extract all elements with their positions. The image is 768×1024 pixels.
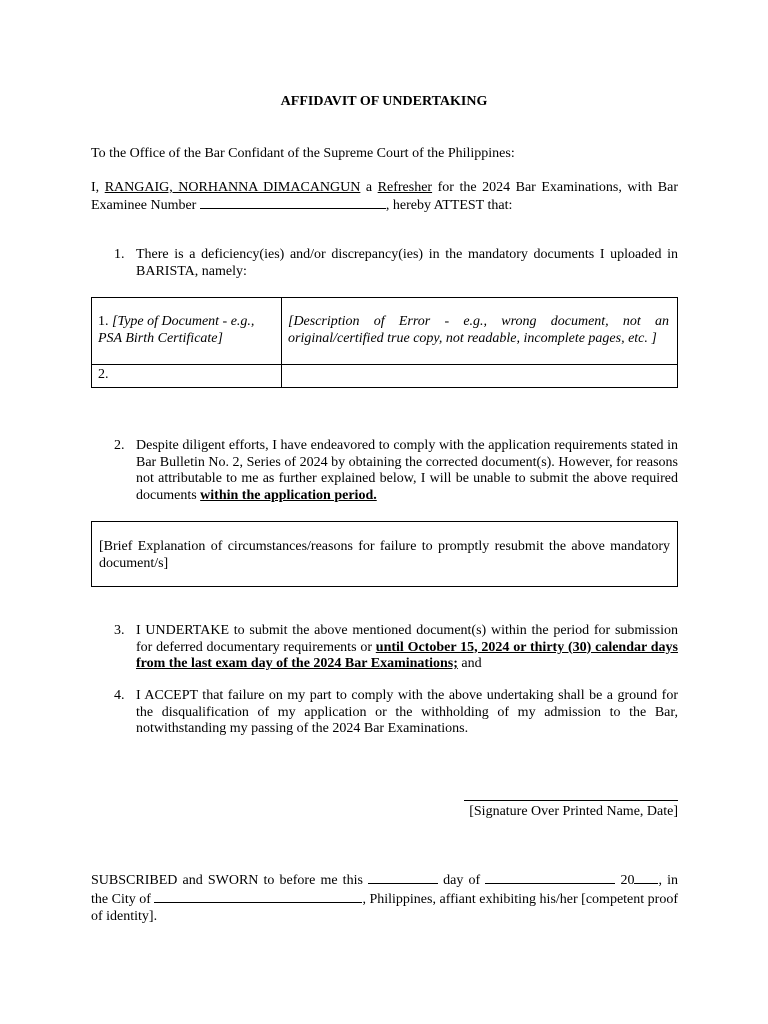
signature-line[interactable]: [464, 800, 678, 801]
explanation-box[interactable]: [Brief Explanation of circumstances/reasons for failure to promptly resubmit the above mandatory document/s]: [91, 521, 678, 587]
jurat-text: , Philippines, affiant exhibiting his/her [competent proof of identity].: [91, 891, 678, 924]
emphasis-text: within the application period.: [200, 487, 377, 503]
document-title: AFFIDAVIT OF UNDERTAKING: [280, 94, 488, 109]
list-text: There is a deficiency(ies) and/or discrepancy(ies) in the mandatory documents I uploaded in BARISTA, namely:: [136, 247, 678, 279]
document-type-placeholder: [Type of Document - e.g., PSA Birth Certificate]: [98, 314, 255, 346]
jurat-text: SUBSCRIBED and SWORN to before me this: [91, 873, 369, 888]
error-description-cell[interactable]: [Description of Error - e.g., wrong document, not an original/certified true copy, not readable, incomplete pages, etc. ]: [282, 298, 678, 365]
attest-text: a: [360, 180, 378, 195]
year-blank[interactable]: [634, 871, 658, 884]
list-text: [136, 623, 678, 673]
month-blank[interactable]: [485, 871, 615, 884]
city-blank[interactable]: [154, 890, 362, 903]
list-number: 3.: [114, 623, 125, 638]
jurat-paragraph: [91, 871, 678, 926]
examinee-number-blank[interactable]: [200, 196, 386, 209]
table-row: [92, 298, 678, 365]
emphasis-text: until October 15, 2024 or thirty (30) calendar days from the last exam day of the 2024 Bar Examinations;: [136, 639, 678, 671]
list-number: 4.: [114, 688, 125, 703]
deficiency-table: [91, 297, 678, 388]
attest-text: , hereby ATTEST that:: [385, 198, 513, 213]
list-text-body: Despite diligent efforts, I have endeavored to comply with the application requirements stated in Bar Bulletin No. 2, Series of 2024 by obtaining the corrected document(s). However, for reasons not attributable to me as further explained below, I will be unable to submit the above required documents: [136, 438, 678, 503]
attest-text: I,: [91, 180, 105, 195]
row-number: 1.: [98, 314, 112, 329]
jurat-text: day of: [438, 873, 486, 888]
document-type-cell[interactable]: [92, 298, 282, 365]
list-text-body: I UNDERTAKE to submit the above mentioned document(s) within the period for submission for deferred documentary requirements or: [136, 623, 678, 655]
jurat-text: , in the City of: [91, 873, 678, 907]
attest-text: for the 2024 Bar Examinations, with Bar Examinee Number: [91, 180, 679, 213]
list-text: [136, 438, 678, 504]
signature-label: [Signature Over Printed Name, Date]: [469, 804, 678, 819]
list-number: 1.: [114, 247, 125, 262]
examinee-status: Refresher: [377, 180, 433, 195]
list-number: 2.: [114, 438, 125, 453]
list-text-tail: and: [457, 656, 482, 671]
day-blank[interactable]: [368, 871, 438, 884]
table-row: [92, 365, 678, 388]
document-type-cell[interactable]: 2.: [92, 365, 282, 388]
attestation-paragraph: [91, 179, 678, 214]
jurat-text: 20: [615, 873, 635, 888]
examinee-name: RANGAIG, NORHANNA DIMACANGUN: [104, 180, 361, 195]
list-text: I ACCEPT that failure on my part to comply with the above undertaking shall be a ground for the disqualification of my application or the withholding of my admission to the Bar, notwithstanding my passing of the 2024 Bar Examinations.: [136, 688, 678, 736]
addressee: To the Office of the Bar Confidant of the Supreme Court of the Philippines:: [91, 146, 515, 161]
error-description-cell[interactable]: [282, 365, 678, 388]
